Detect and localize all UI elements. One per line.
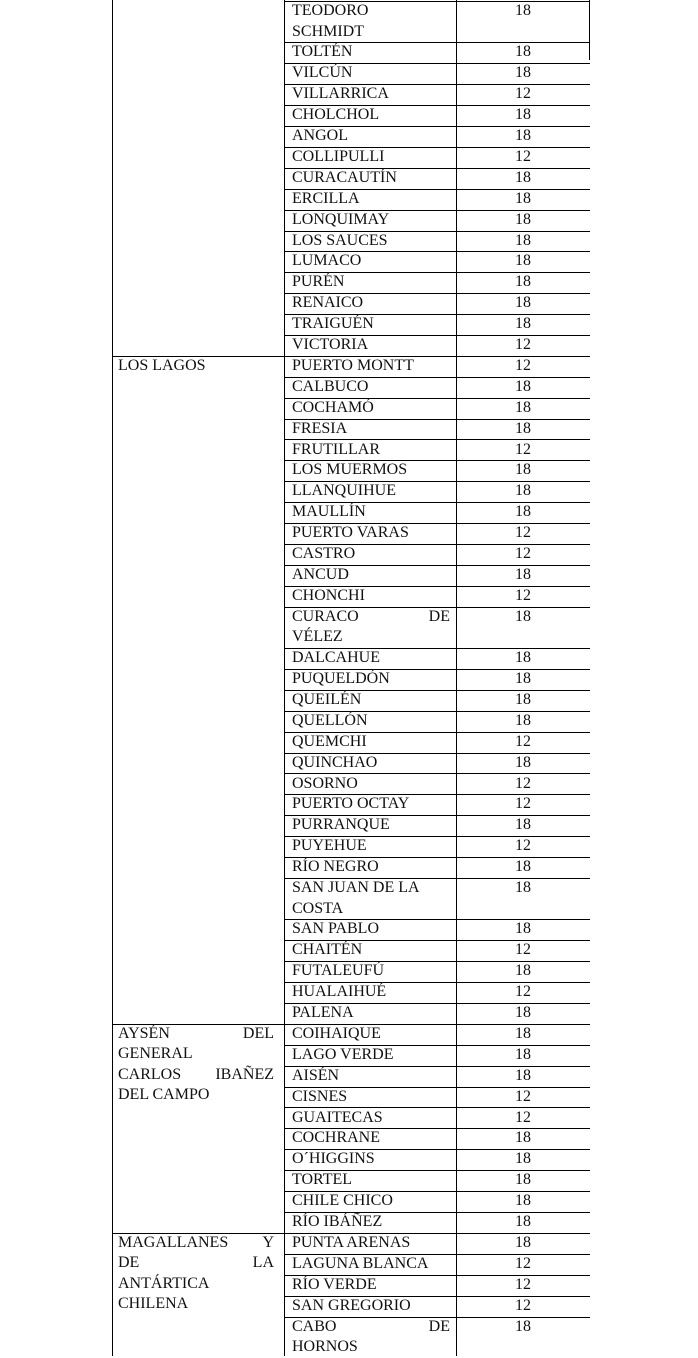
commune-name: LONQUIMAY (292, 210, 390, 228)
commune-name: GUAITECAS (292, 1108, 383, 1126)
region-name (118, 1253, 274, 1274)
region-name-part: LA (252, 1254, 274, 1272)
commune-name: QUEILÉN (292, 690, 362, 708)
commune-name: CHOLCHOL (292, 106, 380, 124)
commune-value: 18 (515, 858, 531, 876)
commune-name-part: CURACO (292, 607, 359, 625)
commune-name: QUEMCHI (292, 732, 367, 750)
region-name-part: DEL (242, 1024, 274, 1042)
region-name (118, 1274, 274, 1295)
commune-name: RENAICO (292, 294, 364, 312)
commune-name: AISÉN (292, 1066, 340, 1084)
commune-name: TRAIGUÉN (292, 315, 374, 333)
commune-value: 12 (515, 1275, 531, 1293)
column-border (456, 0, 457, 1356)
commune-name (292, 1317, 450, 1338)
commune-name: CHAITÉN (292, 941, 363, 959)
commune-value: 18 (515, 377, 531, 395)
region-name-part: DEL CAMPO (118, 1086, 210, 1104)
commune-name: PURÉN (292, 273, 345, 291)
commune-name: SAN GREGORIO (292, 1296, 411, 1314)
commune-name: LLANQUIHUE (292, 482, 396, 500)
region-name-part: Y (262, 1233, 274, 1251)
commune-name-part: DE (428, 607, 450, 625)
commune-value: 18 (515, 607, 531, 625)
region-name-part: ANTÁRTICA (118, 1274, 210, 1292)
commune-value: 12 (515, 941, 531, 959)
column-border (284, 0, 285, 1356)
region-name (118, 1024, 274, 1045)
commune-value: 18 (515, 1045, 531, 1063)
commune-value: 12 (515, 1087, 531, 1105)
commune-name: CASTRO (292, 545, 356, 562)
commune-name: CHILE CHICO (292, 1192, 393, 1210)
commune-value: 18 (515, 398, 531, 416)
commune-value: 18 (515, 252, 531, 270)
region-name-part: CARLOS (118, 1065, 182, 1083)
commune-name: ERCILLA (292, 189, 360, 207)
region-name-part: LOS LAGOS (118, 356, 206, 374)
commune-value: 18 (515, 753, 531, 771)
commune-name: QUINCHAO (292, 753, 378, 771)
commune-value: 12 (515, 837, 531, 855)
commune-value: 12 (515, 774, 531, 792)
commune-value: 18 (515, 711, 531, 729)
commune-name: SAN JUAN DE LA (292, 879, 420, 896)
commune-value: 18 (515, 816, 531, 834)
region-name (118, 1085, 274, 1106)
commune-value: 18 (515, 419, 531, 437)
commune-value: 12 (515, 1296, 531, 1314)
commune-value: 18 (515, 1192, 531, 1210)
commune-name: QUELLÓN (292, 711, 368, 729)
commune-name: COCHRANE (292, 1129, 381, 1147)
commune-name: LAGO VERDE (292, 1045, 394, 1063)
region-name (118, 356, 274, 377)
commune-name: FUTALEUFÚ (292, 962, 385, 980)
commune-name: TOLTÉN (292, 43, 353, 61)
commune-name: FRUTILLAR (292, 440, 380, 458)
commune-value: 12 (515, 983, 531, 1001)
commune-name: RÍO IBÁÑEZ (292, 1213, 383, 1230)
commune-value: 18 (515, 127, 531, 144)
commune-name: LAGUNA BLANCA (292, 1254, 429, 1272)
commune-value: 18 (515, 189, 531, 207)
commune-name: ANGOL (292, 127, 348, 144)
commune-value: 18 (515, 231, 531, 249)
commune-name: PUNTA ARENAS (292, 1233, 411, 1251)
commune-name: SAN PABLO (292, 920, 379, 938)
commune-name: CISNES (292, 1087, 348, 1105)
commune-name: HUALAIHUÉ (292, 983, 387, 1001)
commune-name: RÍO VERDE (292, 1275, 377, 1293)
commune-name: PUQUELDÓN (292, 670, 390, 687)
commune-name: CURACAUTÍN (292, 168, 397, 186)
commune-name: HORNOS (292, 1338, 358, 1355)
commune-value: 12 (515, 732, 531, 750)
commune-value: 18 (515, 1150, 531, 1168)
commune-name: O´HIGGINS (292, 1150, 375, 1168)
commune-name: PUERTO OCTAY (292, 795, 410, 813)
region-name-part: IBAÑEZ (215, 1065, 274, 1083)
commune-name: FRESIA (292, 419, 348, 437)
commune-name: PURRANQUE (292, 816, 390, 834)
commune-name: TORTEL (292, 1171, 353, 1189)
commune-value: 12 (515, 85, 531, 103)
commune-value: 12 (515, 795, 531, 813)
region-name (118, 1044, 274, 1065)
commune-value: 12 (515, 524, 531, 542)
commune-name: LOS SAUCES (292, 231, 388, 249)
commune-value: 18 (515, 1317, 531, 1335)
commune-value: 18 (515, 1066, 531, 1084)
commune-name: OSORNO (292, 774, 358, 792)
commune-value: 18 (515, 64, 531, 82)
commune-value: 18 (515, 43, 531, 61)
commune-name: MAULLÍN (292, 503, 366, 521)
commune-value: 18 (515, 1129, 531, 1147)
commune-value: 18 (515, 1171, 531, 1189)
commune-name: COLLIPULLI (292, 147, 385, 165)
commune-value: 18 (515, 210, 531, 228)
commune-name: RÍO NEGRO (292, 858, 379, 876)
commune-value: 18 (515, 294, 531, 312)
commune-value: 18 (515, 690, 531, 708)
commune-name: LOS MUERMOS (292, 461, 408, 479)
commune-value: 18 (515, 2, 531, 19)
commune-name: PUYEHUE (292, 837, 367, 855)
commune-value: 12 (515, 545, 531, 562)
commune-name-part: DE (428, 1317, 450, 1335)
commune-name: SCHMIDT (292, 22, 365, 40)
commune-value: 18 (515, 168, 531, 186)
commune-name: VICTORIA (292, 336, 369, 353)
commune-value: 18 (515, 879, 531, 896)
commune-value: 18 (515, 670, 531, 687)
region-name-part: GENERAL (118, 1045, 193, 1063)
commune-value: 12 (515, 440, 531, 458)
commune-value: 12 (515, 1108, 531, 1126)
commune-value: 18 (515, 315, 531, 333)
commune-name-part: CABO (292, 1317, 337, 1335)
commune-name: CALBUCO (292, 377, 369, 395)
region-name-part: DE (118, 1254, 140, 1272)
commune-name: PALENA (292, 1004, 354, 1021)
commune-value: 18 (515, 649, 531, 667)
region-name (118, 1065, 274, 1086)
commune-value: 18 (515, 1024, 531, 1042)
region-name (118, 1294, 274, 1315)
region-name-part: CHILENA (118, 1295, 189, 1313)
commune-value: 18 (515, 1213, 531, 1230)
commune-name: CHONCHI (292, 586, 365, 604)
commune-value: 18 (515, 273, 531, 291)
commune-name: DALCAHUE (292, 649, 380, 667)
commune-name (292, 607, 450, 628)
commune-value: 12 (515, 336, 531, 353)
commune-value: 18 (515, 565, 531, 583)
commune-name: COIHAIQUE (292, 1024, 381, 1042)
commune-value: 18 (515, 920, 531, 938)
commune-name: VÉLEZ (292, 628, 343, 646)
commune-name: PUERTO VARAS (292, 524, 409, 542)
region-name-part: MAGALLANES (118, 1233, 229, 1251)
commune-value: 18 (515, 106, 531, 124)
commune-name: VILLARRICA (292, 85, 389, 103)
commune-name: VILCÚN (292, 64, 353, 82)
commune-value: 12 (515, 1254, 531, 1272)
region-name (118, 1233, 274, 1254)
commune-name: LUMACO (292, 252, 362, 270)
commune-value: 18 (515, 503, 531, 521)
commune-name: COCHAMÓ (292, 398, 374, 416)
commune-value: 18 (515, 482, 531, 500)
commune-value: 18 (515, 962, 531, 980)
column-border (589, 0, 590, 60)
commune-value: 12 (515, 356, 531, 374)
commune-name: TEODORO (292, 2, 369, 19)
column-border (112, 0, 113, 1356)
commune-name: ANCUD (292, 565, 349, 583)
commune-value: 12 (515, 586, 531, 604)
commune-value: 12 (515, 147, 531, 165)
commune-name: COSTA (292, 899, 344, 917)
commune-value: 18 (515, 1233, 531, 1251)
commune-value: 18 (515, 1004, 531, 1021)
commune-name: PUERTO MONTT (292, 356, 414, 374)
region-name-part: AYSÉN (118, 1024, 170, 1042)
commune-value: 18 (515, 461, 531, 479)
